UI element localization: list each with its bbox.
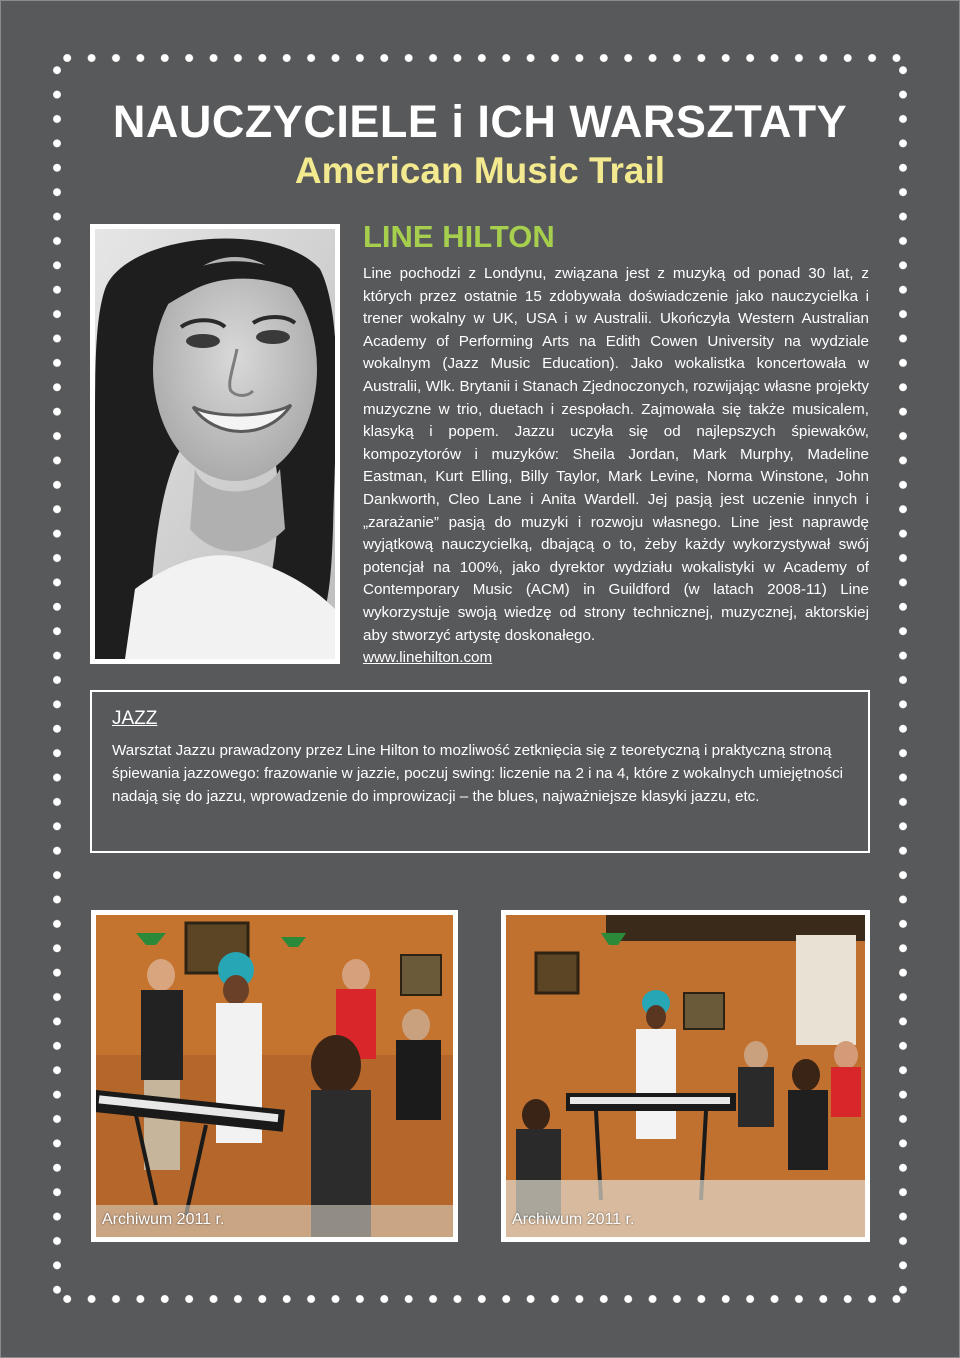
dotted-border-top bbox=[55, 53, 907, 63]
workshop-photo-1 bbox=[91, 910, 458, 1242]
workshop-title: JAZZ bbox=[112, 708, 158, 729]
teacher-portrait bbox=[90, 224, 340, 664]
workshop-photo-2 bbox=[501, 910, 870, 1242]
page-subtitle: American Music Trail bbox=[294, 150, 666, 191]
workshop-box bbox=[90, 690, 870, 853]
photo-caption-2: Archiwum 2011 r. bbox=[512, 1211, 635, 1228]
teacher-bio bbox=[363, 263, 869, 670]
workshop-photo-1-image bbox=[96, 915, 453, 1237]
teacher-website-link[interactable]: www.linehilton.com bbox=[363, 649, 493, 667]
dotted-border-right bbox=[898, 58, 908, 1302]
teacher-name: LINE HILTON bbox=[363, 219, 555, 254]
dotted-border-left bbox=[52, 58, 62, 1302]
photo-caption-1: Archiwum 2011 r. bbox=[102, 1211, 225, 1228]
workshop-photo-2-image bbox=[506, 915, 865, 1237]
dotted-border-bottom bbox=[55, 1294, 907, 1304]
page-title: NAUCZYCIELE i ICH WARSZTATY bbox=[112, 96, 848, 147]
workshop-description: Warsztat Jazzu prawadzony przez Line Hilton to mozliwość zetknięcia się z teoretyczną i praktyczną stroną śpiewania jazzowego: frazowanie w jazzie, poczuj swing: liczenie na 2 i na 4, które z wokalnych umiejętności nadają się do jazzu, wprowadzenie do improwizacji – the blues, najważniejsze klasyki jazzu, etc. bbox=[112, 742, 844, 805]
teacher-bio-text: Line pochodzi z Londynu, związana jest z muzyką od ponad 30 lat, z których przez ostatnie 15 zdobywała doświadczenie jako nauczycielka i trener wokalny w UK, USA i w Australii. Ukończyła Western Australian Academy of Performing Arts na Edith Cowen University na wydziale wokalnym (Jazz Music Education). Jako wokalistka koncertowała w Australii, Wlk. Brytanii i Stanach Zjednoczonych, rozwijając własne projekty muzyczne w trio, duetach i zespołach. Zajmowała się także musicalem, klasyką i popem. Jazzu uczyła się od najlepszych śpiewaków, kompozytorów i muzyków: Sheila Jordan, Mark Murphy, Madeline Eastman, Kurt Elling, Billy Taylor, Mark Levine, Norma Winstone, John Dankworth, Cleo Lane i Anita Wardell. Jej pasją jest uczenie innych i „zarażanie” pasją do muzyki i rozwoju własnego. Line jest naprawdę wyjątkową nauczycielką, dbającą o to, żeby każdy wykorzystywał swój potencjał na 100%, jako dyrektor wydziału wokalistyki w Academy of Contemporary Music (ACM) in Guildford (w latach 2008-11) Line wykorzystuje swoją wiedzę od strony technicznej, muzycznej, aktorskiej aby stworzyć artystę doskonałego. bbox=[363, 265, 869, 644]
portrait-image bbox=[95, 229, 335, 659]
